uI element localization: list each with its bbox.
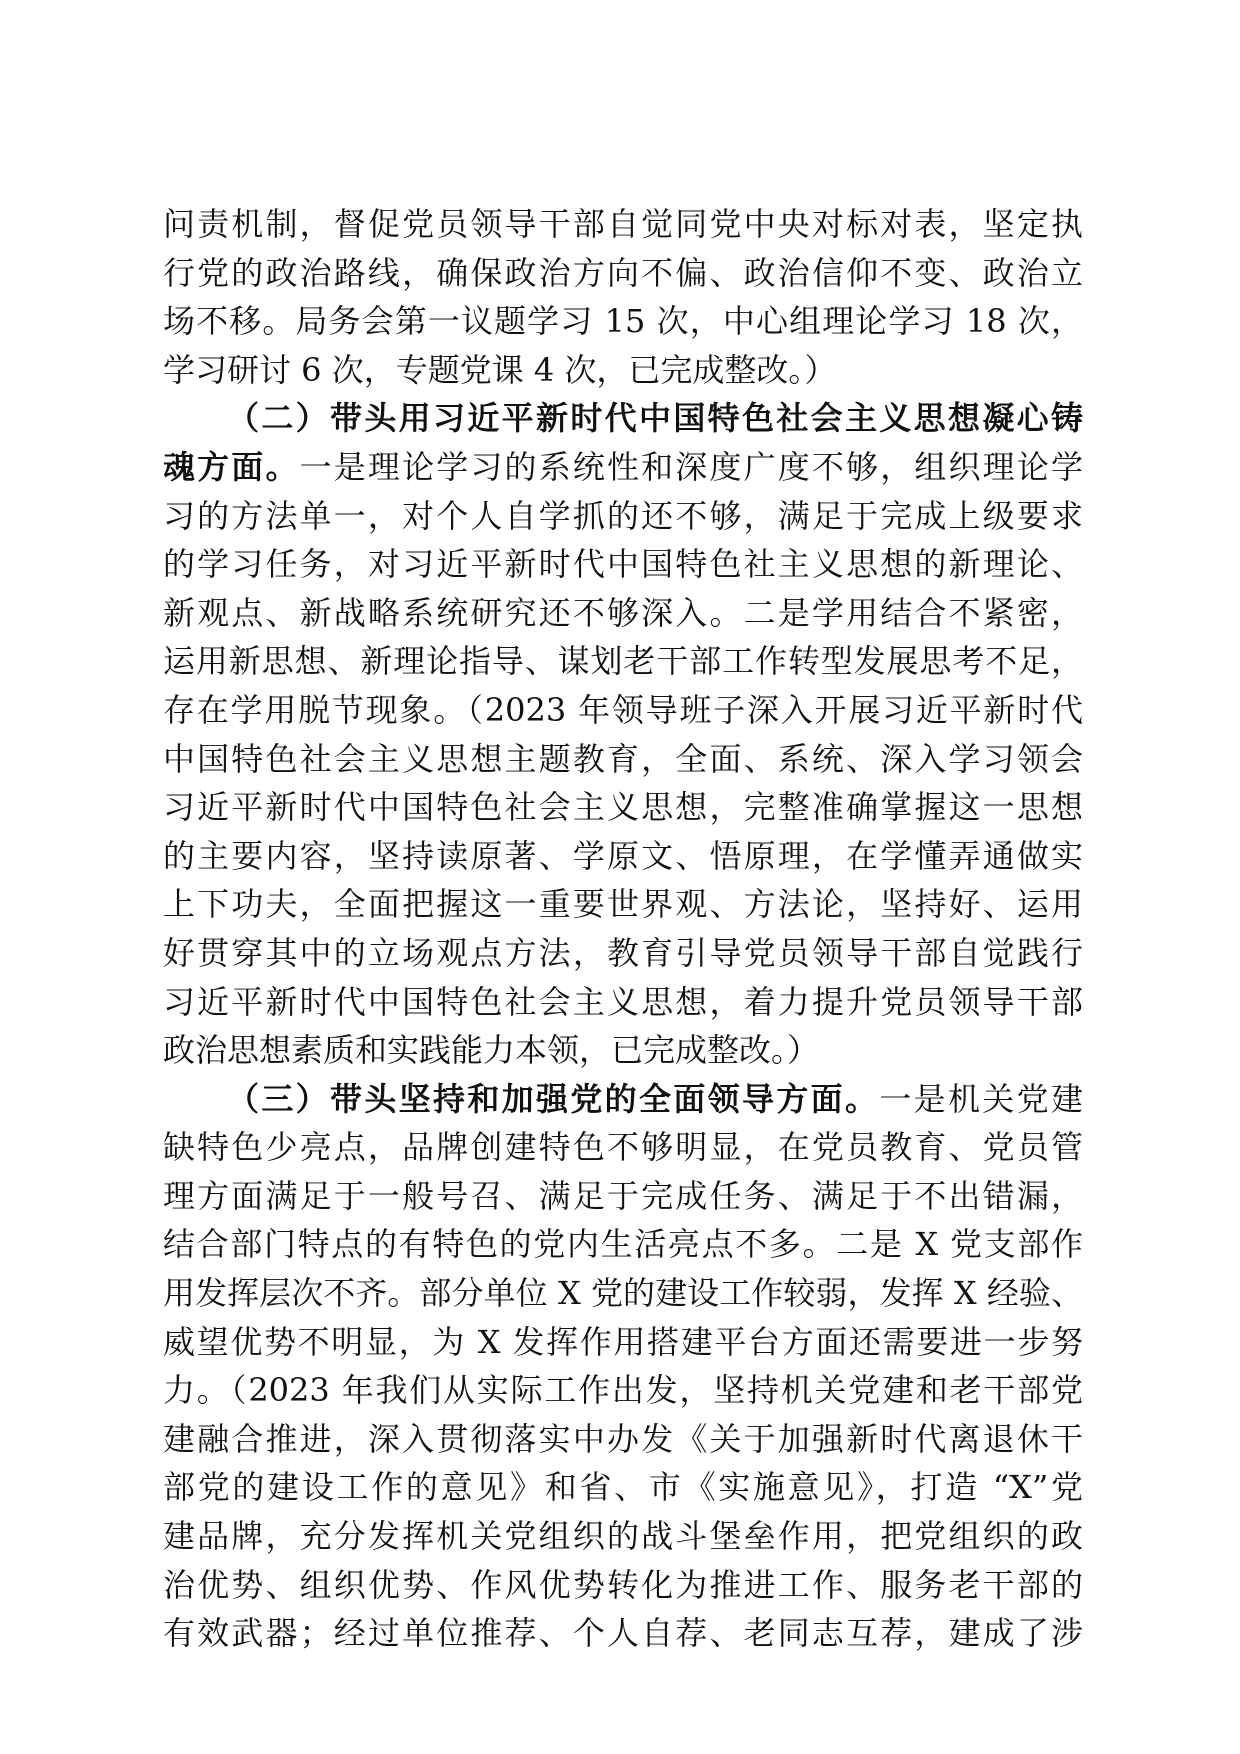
- text-line: 的主要内容，坚持读原著、学原文、悟原理，在学懂弄通做实: [163, 836, 1083, 875]
- text-line: 理方面满足于一般号召、满足于完成任务、满足于不出错漏，: [163, 1176, 1083, 1215]
- text-line: 的学习任务，对习近平新时代中国特色社主义思想的新理论、: [163, 545, 1083, 584]
- text-line: 习近平新时代中国特色社会主义思想，着力提升党员领导干部: [163, 982, 1083, 1021]
- text-line: 政治思想素质和实践能力本领，已完成整改。）: [163, 1031, 820, 1070]
- text-line: 中国特色社会主义思想主题教育，全面、系统、深入学习领会: [163, 739, 1083, 778]
- text-line: 部党的建设工作的意见》和省、市《实施意见》，打造 “X”党: [163, 1468, 1083, 1507]
- text-line: 场不移。局务会第一议题学习 15 次，中心组理论学习 18 次，: [163, 302, 1083, 341]
- text-line: 结合部门特点的有特色的党内生活亮点不多。二是 X 党支部作: [163, 1225, 1083, 1264]
- text-line: 好贯穿其中的立场观点方法，教育引导党员领导干部自觉践行: [163, 933, 1083, 972]
- text-line: 力。（2023 年我们从实际工作出发，坚持机关党建和老干部党: [163, 1371, 1083, 1410]
- text-line: 行党的政治路线，确保政治方向不偏、政治信仰不变、政治立: [163, 253, 1083, 292]
- text-line: [163, 1075, 1083, 1124]
- text-line: 问责机制，督促党员领导干部自觉同党中央对标对表，坚定执: [163, 205, 1083, 243]
- section-heading-3: （三）带头坚持和加强党的全面领导方面。: [227, 1079, 880, 1118]
- section-heading-2-end: 魂方面。: [163, 447, 300, 486]
- text-line: 有效武器；经过单位推荐、个人自荐、老同志互荐，建成了涉: [163, 1614, 1083, 1653]
- text-line: 治优势、组织优势、作风优势转化为推进工作、服务老干部的: [163, 1565, 1083, 1604]
- text-line: 建品牌，充分发挥机关党组织的战斗堡垒作用，把党组织的政: [163, 1517, 1083, 1556]
- text-line: 运用新思想、新理论指导、谋划老干部工作转型发展思考不足，: [163, 642, 1083, 681]
- document-body: [163, 200, 1083, 1658]
- text-line: 缺特色少亮点，品牌创建特色不够明显，在党员教育、党员管: [163, 1128, 1083, 1167]
- text-line: 新观点、新战略系统研究还不够深入。二是学用结合不紧密，: [163, 593, 1083, 632]
- text-line: 建融合推进，深入贯彻落实中办发《关于加强新时代离退休干: [163, 1419, 1083, 1458]
- text-line: 习近平新时代中国特色社会主义思想，完整准确掌握这一思想: [163, 788, 1083, 827]
- text-line: 学习研讨 6 次，专题党课 4 次，已完成整改。）: [163, 350, 837, 389]
- text-line: 威望优势不明显，为 X 发挥作用搭建平台方面还需要进一步努: [163, 1322, 1083, 1361]
- text-line: [163, 443, 1083, 492]
- text-fragment: 一是机关党建: [879, 1079, 1083, 1118]
- text-line: 习的方法单一，对个人自学抓的还不够，满足于完成上级要求: [163, 496, 1083, 535]
- section-heading-2: （二）带头用习近平新时代中国特色社会主义思想凝心铸: [227, 399, 1083, 438]
- text-fragment: 一是理论学习的系统性和深度广度不够，组织理论学: [299, 447, 1083, 486]
- text-line: 用发挥层次不齐。部分单位 X 党的建设工作较弱，发挥 X 经验、: [163, 1274, 1083, 1313]
- text-line: 存在学用脱节现象。（2023 年领导班子深入开展习近平新时代: [163, 690, 1083, 729]
- text-line: 上下功夫，全面把握这一重要世界观、方法论，坚持好、运用: [163, 885, 1083, 924]
